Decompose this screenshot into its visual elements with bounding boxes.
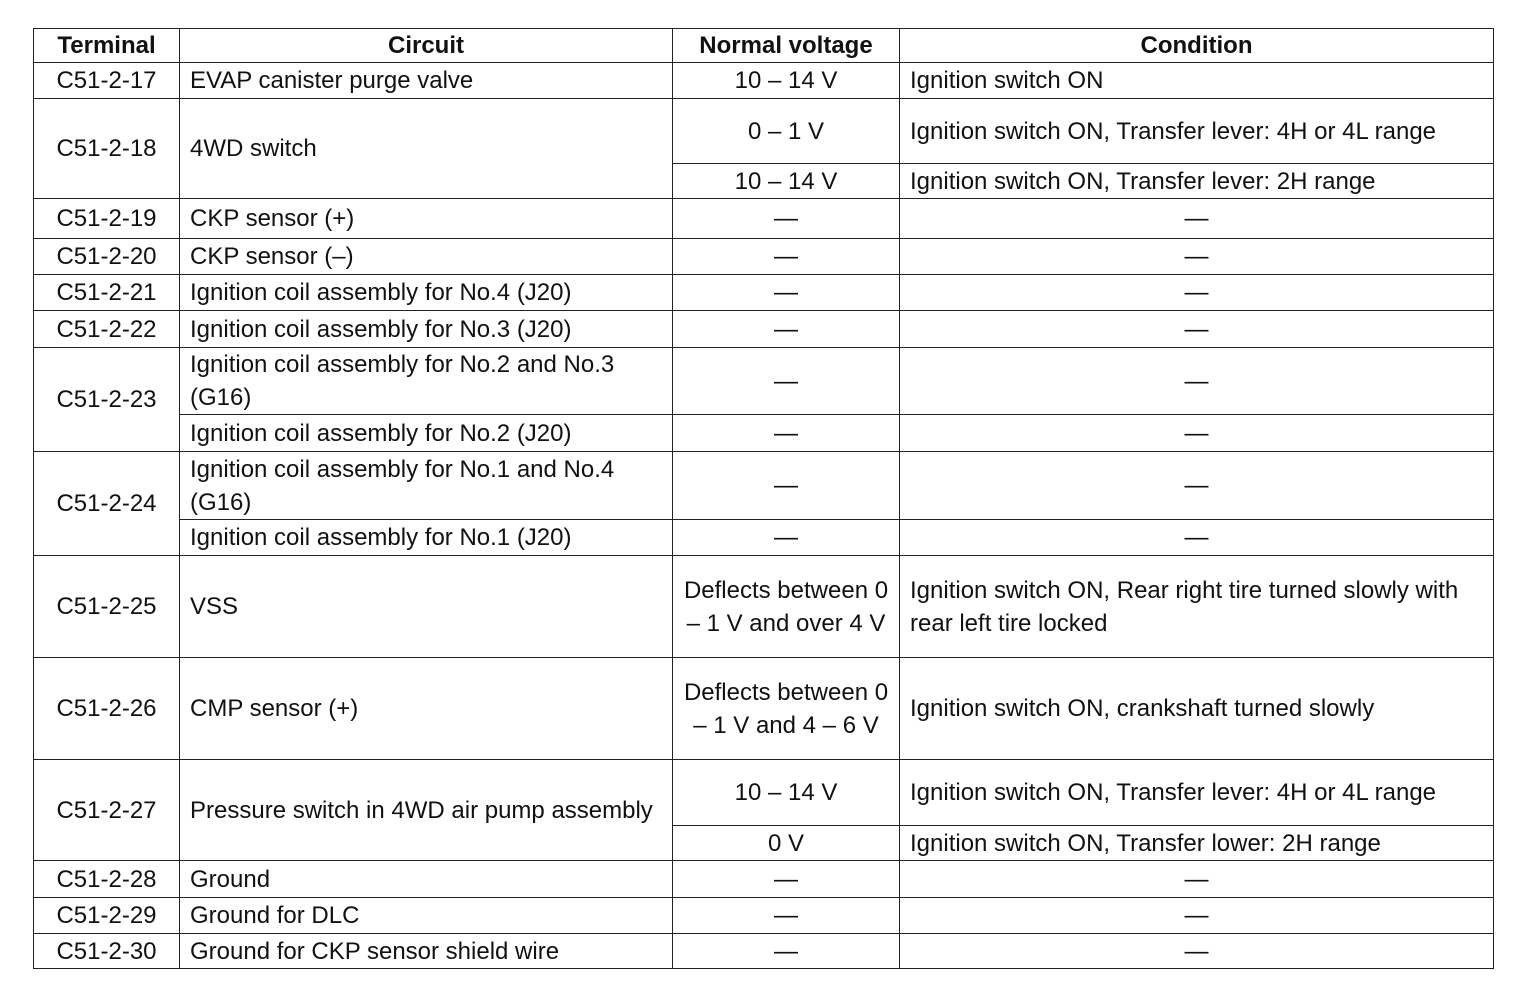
- table-row: [34, 861, 1494, 898]
- condition-cell: Ignition switch ON: [900, 63, 1494, 99]
- table-row: [34, 520, 1494, 556]
- condition-cell: Ignition switch ON, Transfer lower: 2H range: [900, 826, 1494, 861]
- condition-cell: —: [900, 275, 1494, 311]
- voltage-cell: —: [673, 348, 900, 415]
- circuit-cell: Ignition coil assembly for No.3 (J20): [180, 311, 673, 348]
- condition-cell: —: [900, 239, 1494, 275]
- condition-cell: Ignition switch ON, Transfer lever: 2H range: [900, 164, 1494, 199]
- terminal-cell: C51-2-23: [34, 348, 180, 452]
- voltage-cell: —: [673, 934, 900, 969]
- terminal-cell: C51-2-24: [34, 452, 180, 556]
- voltage-cell: 10 – 14 V: [673, 164, 900, 199]
- voltage-cell: —: [673, 861, 900, 898]
- voltage-cell: —: [673, 199, 900, 239]
- condition-cell: —: [900, 898, 1494, 934]
- table-row: [34, 63, 1494, 99]
- condition-cell: —: [900, 415, 1494, 452]
- table-row: [34, 199, 1494, 239]
- terminal-cell: C51-2-30: [34, 934, 180, 969]
- voltage-cell: —: [673, 520, 900, 556]
- terminal-cell: C51-2-26: [34, 658, 180, 760]
- condition-cell: —: [900, 520, 1494, 556]
- circuit-cell: CKP sensor (–): [180, 239, 673, 275]
- table-row: [34, 452, 1494, 520]
- circuit-cell: VSS: [180, 556, 673, 658]
- table-row: [34, 760, 1494, 826]
- condition-cell: —: [900, 452, 1494, 520]
- circuit-cell: Ground: [180, 861, 673, 898]
- condition-cell: —: [900, 199, 1494, 239]
- voltage-cell: 10 – 14 V: [673, 63, 900, 99]
- table-row: [34, 898, 1494, 934]
- table-row: [34, 348, 1494, 415]
- voltage-cell: —: [673, 452, 900, 520]
- table-row: [34, 239, 1494, 275]
- header-circuit: Circuit: [180, 29, 673, 63]
- voltage-cell: 0 – 1 V: [673, 99, 900, 164]
- circuit-cell: Ground for DLC: [180, 898, 673, 934]
- table-row: [34, 934, 1494, 969]
- voltage-cell: Deflects between 0 – 1 V and over 4 V: [673, 556, 900, 658]
- circuit-cell: EVAP canister purge valve: [180, 63, 673, 99]
- terminal-cell: C51-2-25: [34, 556, 180, 658]
- terminal-cell: C51-2-27: [34, 760, 180, 861]
- circuit-cell: CKP sensor (+): [180, 199, 673, 239]
- terminal-voltage-table: [33, 28, 1494, 969]
- terminal-cell: C51-2-18: [34, 99, 180, 199]
- voltage-cell: 0 V: [673, 826, 900, 861]
- terminal-cell: C51-2-17: [34, 63, 180, 99]
- header-condition: Condition: [900, 29, 1494, 63]
- condition-cell: —: [900, 934, 1494, 969]
- terminal-cell: C51-2-21: [34, 275, 180, 311]
- condition-cell: —: [900, 861, 1494, 898]
- terminal-cell: C51-2-29: [34, 898, 180, 934]
- circuit-cell: Ground for CKP sensor shield wire: [180, 934, 673, 969]
- table-row: [34, 99, 1494, 164]
- terminal-cell: C51-2-22: [34, 311, 180, 348]
- circuit-cell: Ignition coil assembly for No.1 and No.4 (G16): [180, 452, 673, 520]
- table-row: [34, 658, 1494, 760]
- header-normal-voltage: Normal voltage: [673, 29, 900, 63]
- table-row: [34, 556, 1494, 658]
- circuit-cell: Ignition coil assembly for No.2 and No.3 (G16): [180, 348, 673, 415]
- circuit-cell: CMP sensor (+): [180, 658, 673, 760]
- condition-cell: —: [900, 348, 1494, 415]
- condition-cell: Ignition switch ON, Transfer lever: 4H or 4L range: [900, 99, 1494, 164]
- condition-cell: Ignition switch ON, crankshaft turned slowly: [900, 658, 1494, 760]
- condition-cell: Ignition switch ON, Transfer lever: 4H or 4L range: [900, 760, 1494, 826]
- terminal-cell: C51-2-19: [34, 199, 180, 239]
- voltage-cell: —: [673, 311, 900, 348]
- header-row: [34, 29, 1494, 63]
- voltage-cell: 10 – 14 V: [673, 760, 900, 826]
- condition-cell: Ignition switch ON, Rear right tire turned slowly with rear left tire locked: [900, 556, 1494, 658]
- circuit-cell: Pressure switch in 4WD air pump assembly: [180, 760, 673, 861]
- terminal-cell: C51-2-28: [34, 861, 180, 898]
- voltage-cell: —: [673, 239, 900, 275]
- table-row: [34, 311, 1494, 348]
- circuit-cell: Ignition coil assembly for No.1 (J20): [180, 520, 673, 556]
- header-terminal: Terminal: [34, 29, 180, 63]
- circuit-cell: Ignition coil assembly for No.4 (J20): [180, 275, 673, 311]
- voltage-cell: —: [673, 275, 900, 311]
- voltage-cell: Deflects between 0 – 1 V and 4 – 6 V: [673, 658, 900, 760]
- voltage-cell: —: [673, 415, 900, 452]
- condition-cell: —: [900, 311, 1494, 348]
- voltage-cell: —: [673, 898, 900, 934]
- circuit-cell: Ignition coil assembly for No.2 (J20): [180, 415, 673, 452]
- circuit-cell: 4WD switch: [180, 99, 673, 199]
- table-row: [34, 415, 1494, 452]
- table-row: [34, 275, 1494, 311]
- terminal-cell: C51-2-20: [34, 239, 180, 275]
